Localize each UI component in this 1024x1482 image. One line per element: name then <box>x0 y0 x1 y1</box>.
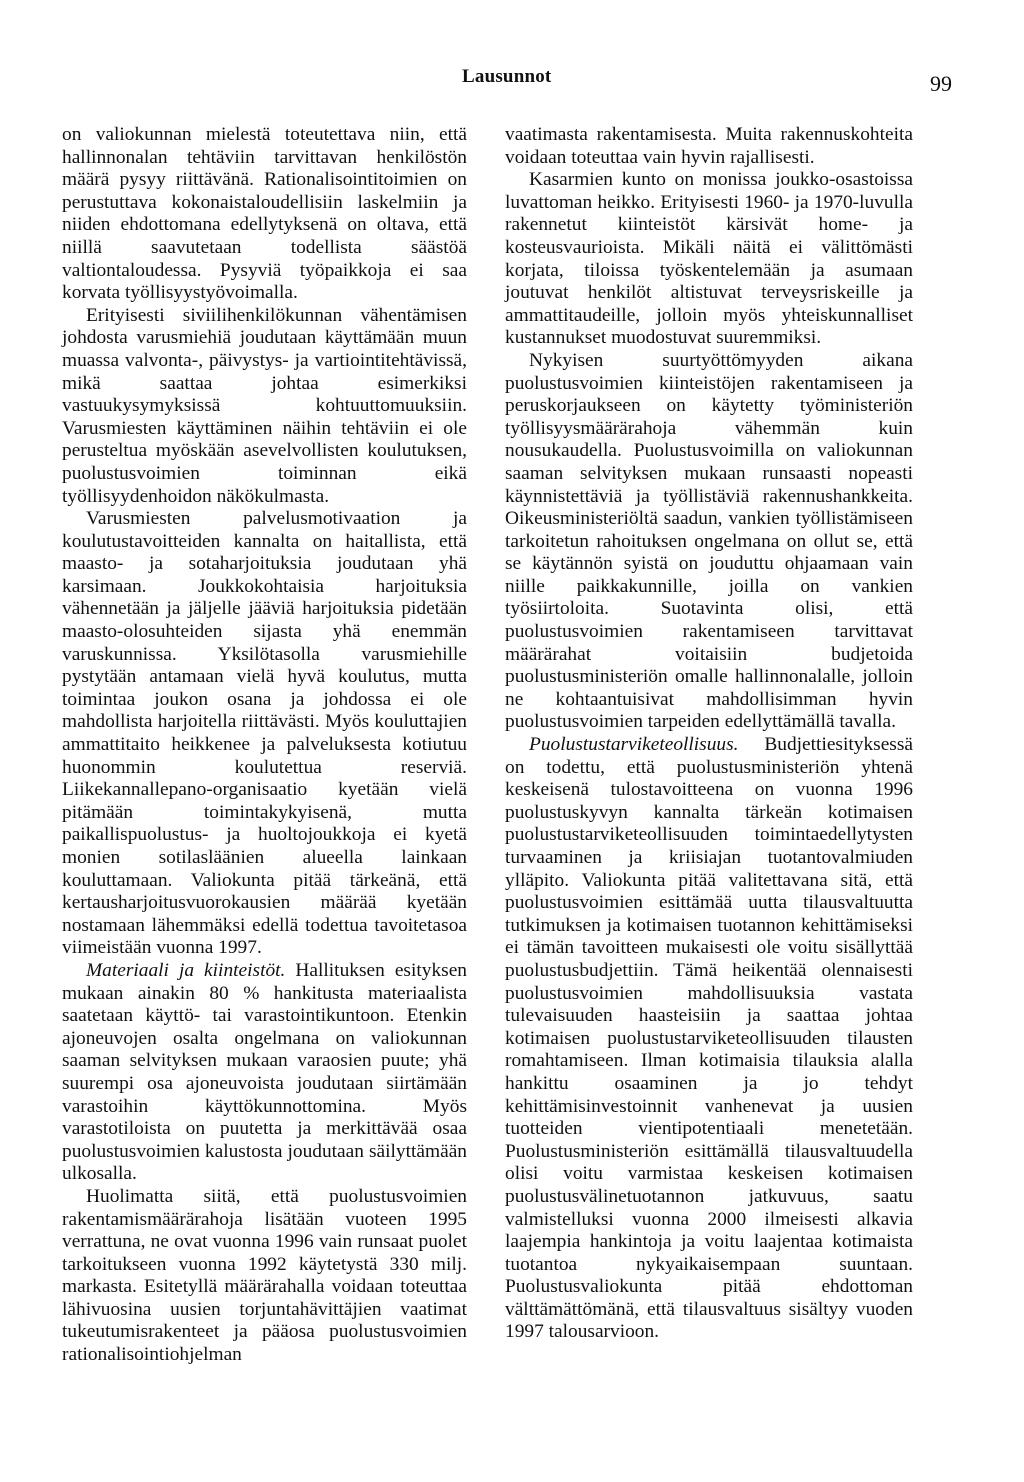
paragraph-text: Hallituksen esityksen mukaan ainakin 80 % hankitusta materiaalista saatetaan käyttö- tai varastointikuntoon. Etenkin ajoneuvojen osalta ongelmana on valiokunnan saaman selvityksen mukaan varaosien puute; yhä suurempi osa ajoneuvoista joudutaan siirtämään varastoihin käyttökunnottomina. Myös varastotiloista on puutetta ja merkittävää osaa puolustusvoimien kalustosta joudutaan säilyttämään ulkosalla. <box>62 959 467 1185</box>
paragraph: Huolimatta siitä, että puolustusvoimien rakentamismäärärahoja lisätään vuoteen 1995 verrattuna, ne ovat vuonna 1996 vain runsaat puolet tarkoitukseen vuonna 1992 käytetystä 330 milj. markasta. Esitetyllä määrärahalla voidaan toteuttaa lähivuosina uusien torjuntahävittäjien vaatimat tukeutumisrakenteet ja pääosa puolustusvoimien rationalisointiohjelman <box>62 1185 467 1366</box>
section-heading-materiaali: Materiaali ja kiinteistöt. <box>86 959 286 981</box>
paragraph-materiaali <box>62 960 467 1186</box>
paragraph: Varusmiesten palvelusmotivaation ja koulutustavoitteiden kannalta on haitallista, että maasto- ja sotaharjoituksia joudutaan yhä karsimaan. Joukkokohtaisia harjoituksia vähennetään ja jäljelle jääviä harjoituksia pidetään maasto-olosuhteiden sijasta yhä enemmän varuskunnissa. Yksilötasolla varusmiehille pystytään antamaan vielä hyvä koulutus, mutta toimintaa joukon osana ja johdossa ei ole mahdollista harjoitella riittävästi. Myös kouluttajien ammattitaito heikkenee ja palveluksesta kotiutuu huonommin koulutettua reserviä. Liikekannallepano-organisaatio kyetään vielä pitämään toimintakykyisenä, mutta paikallispuolustus- ja huoltojoukkoja ei kyetä monien sotilasläänien alueella lainkaan kouluttamaan. Valiokunta pitää tärkeänä, että kertausharjoitusvuorokausien määrää kyetään nostamaan lähemmäksi edellä todettua tavoitetasoa viimeistään vuonna 1997. <box>62 508 467 959</box>
paragraph: Erityisesti siviilihenkilökunnan vähentämisen johdosta varusmiehiä joudutaan käyttämään muun muassa valvonta-, päivystys- ja vartiointitehtävissä, mikä saattaa johtaa esimerkiksi vastuukysymyksissä kohtuuttomuuksiin. Varusmiesten käyttäminen näihin tehtäviin ei ole perusteltua myöskään asevelvollisten koulutuksen, puolustusvoimien toiminnan eikä työllisyydenhoidon näkökulmasta. <box>62 304 467 507</box>
paragraph-teollisuus <box>505 734 913 1344</box>
paragraph: on valiokunnan mielestä toteutettava niin, että hallinnonalan tehtäviin tarvittavan henkilöstön määrä pysyy riittävänä. Rationalisointitoimien on perustuttava kokonaistaloudellisiin laskelmiin ja niiden ehdottomana edellytyksenä on oltava, että niillä saavutetaan todellista säästöä valtiontaloudessa. Pysyviä työpaikkoja ei saa korvata työllisyystyövoimalla. <box>62 124 467 304</box>
paragraph-text: Budjettiesityksessä on todettu, että puolustusministeriön yhtenä keskeisenä tulostavoitteena on vuonna 1996 puolustuskyvyn kannalta tärkeän kotimaisen puolustustarviketeollisuuden toimintaedellytysten turvaaminen ja kriisiajan tuotantovalmiuden ylläpito. Valiokunta pitää valitettavana sitä, että puolustusvoimien esittämää uutta tilausvaltuutta tutkimuksen ja kotimaisen tuotannon kehittämiseksi ei tämän tavoitteen mukaisesti ole voitu sisällyttää puolustusbudjettiin. Tämä heikentää olennaisesti puolustusvoimien mahdollisuuksia vastata tulevaisuuden haasteisiin ja saattaa johtaa kotimaisen puolustustarviketeollisuuden tilausten romahtamiseen. Ilman kotimaisia tilauksia alalla hankittu osaaminen ja jo tehdyt kehittämisinvestoinnit vanhenevat ja uusien tuotteiden vientipotentiaali menetetään. Puolustusministeriön esittämällä tilausvaltuudella olisi voitu varmistaa keskeisen kotimaisen puolustusvälinetuotannon jatkuvuus, saatu valmistelluksi vuonna 2000 ilmeisesti alkavia laajempia hankintoja ja voitu laajentaa kotimaista tuotantoa nykyaikaisempaan suuntaan. Puolustusvaliokunta pitää ehdottoman välttämättömänä, että tilausvaltuus sisältyy vuoden 1997 talousarvioon. <box>505 734 913 1343</box>
right-column <box>505 124 913 1344</box>
paragraph-continuation: vaatimasta rakentamisesta. Muita rakennuskohteita voidaan toteuttaa vain hyvin rajallisesti. <box>505 124 913 168</box>
section-heading-teollisuus: Puolustustarviketeollisuus. <box>529 734 739 756</box>
left-column <box>62 124 467 1367</box>
page-header-title: Lausunnot <box>462 66 552 87</box>
paragraph: Nykyisen suurtyöttömyyden aikana puolustusvoimien kiinteistöjen rakentamiseen ja peruskorjaukseen on käytetty työministeriön työllisyysmäärärahoja vähemmän kuin nousukaudella. Puolustusvoimilla on valiokunnan saaman selvityksen mukaan runsaasti nopeasti käynnistettäviä ja työllistäviä rakennushankkeita. Oikeusministeriöltä saadun, vankien työllistämiseen tarkoitetun rahoituksen ongelmana on ollut se, että se käytännön syistä on jouduttu ohjaamaan vain niille paikkakunnille, joilla on vankien työsiirtoloita. Suotavinta olisi, että puolustusvoimien rakentamiseen tarvittavat määrärahat voitaisiin budjetoida puolustusministeriön omalle hallinnonalalle, jolloin ne kohtaantuisivat mahdollisimman hyvin puolustusvoimien tarpeiden edellyttämällä tavalla. <box>505 349 913 733</box>
page-number: 99 <box>930 71 952 96</box>
paragraph: Kasarmien kunto on monissa joukko-osastoissa luvattoman heikko. Erityisesti 1960- ja 1970-luvulla rakennetut kiinteistöt kärsivät home- ja kosteusvaurioista. Mikäli näitä ei välittömästi korjata, tiloissa työskentelemään ja asumaan joutuvat henkilöt altistuvat terveysriskeille ja ammattitaudeille, jolloin myös yhteiskunnalliset kustannukset muodostuvat suuremmiksi. <box>505 169 913 349</box>
